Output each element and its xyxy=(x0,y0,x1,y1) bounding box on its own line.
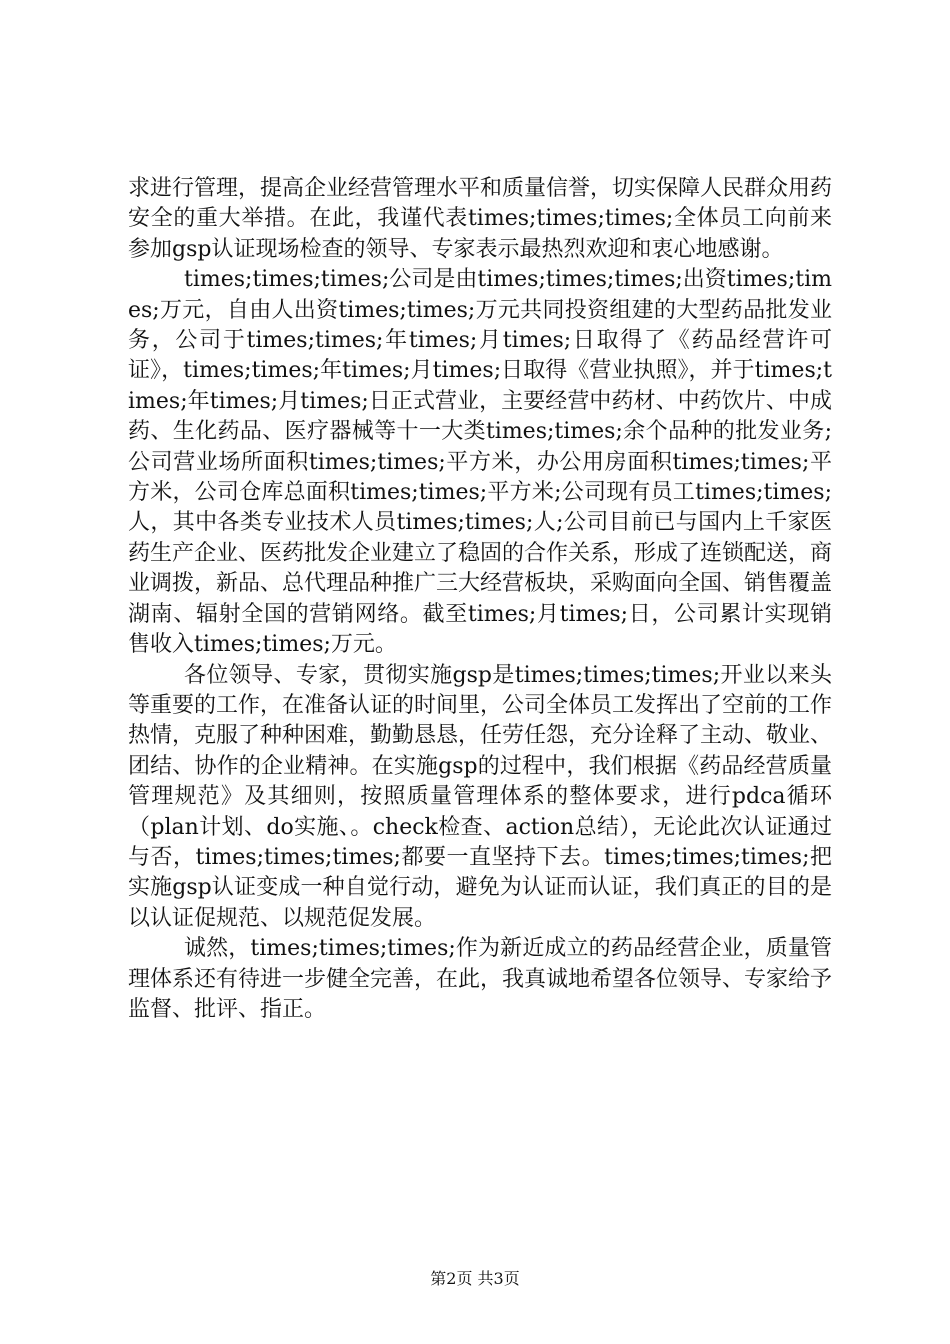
body-text xyxy=(128,174,832,1025)
paragraph-continuation: 求进行管理，提高企业经营管理水平和质量信誉，切实保障人民群众用药安全的重大举措。在此，我谨代表times;times;times;全体员工向前来参加gsp认证现场检查的领导、专家表示最热烈欢迎和衷心地感谢。 xyxy=(128,176,833,262)
paragraph-closing-request: 诚然，times;times;times;作为新近成立的药品经营企业，质量管理体系还有待进一步健全完善，在此，我真诚地希望各位领导、专家给予监督、批评、指正。 xyxy=(128,936,833,1022)
paragraph-company-profile: times;times;times;公司是由times;times;times;出资times;times;万元，自由人出资times;times;万元共同投资组建的大型药品批发业务，公司于times;times;年times;月times;日取得了《药品经营许可证》，times;times;年times;月times;日取得《营业执照》，并于times;times;年times;月times;日正式营业，主要经营中药材、中药饮片、中成药、生化药品、医疗器械等十一大类times;times;余个品种的批发业务;公司营业场所面积times;times;平方米，办公用房面积times;times;平方米，公司仓库总面积times;times;平方米;公司现有员工times;times;人，其中各类专业技术人员times;times;人;公司目前已与国内上千家医药生产企业、医药批发企业建立了稳固的合作关系，形成了连锁配送，商业调拨，新品、总代理品种推广三大经营板块，采购面向全国、销售覆盖湖南、辐射全国的营销网络。截至times;月times;日，公司累计实现销售收入times;times;万元。 xyxy=(128,267,833,658)
page-number-footer: 第2页 共3页 xyxy=(430,1269,520,1288)
paragraph-gsp-implementation: 各位领导、专家，贯彻实施gsp是times;times;times;开业以来头等重要的工作，在准备认证的时间里，公司全体员工发挥出了空前的工作热情，克服了种种困难，勤勤恳恳，任劳任怨，充分诠释了主动、敬业、团结、协作的企业精神。在实施gsp的过程中，我们根据《药品经营质量管理规范》及其细则，按照质量管理体系的整体要求，进行pdca循环（plan计划、do实施、。check检查、action总结），无论此次认证通过与否，times;times;times;都要一直坚持下去。times;times;times;把实施gsp认证变成一种自觉行动，避免为认证而认证，我们真正的目的是以认证促规范、以规范促发展。 xyxy=(128,662,833,931)
